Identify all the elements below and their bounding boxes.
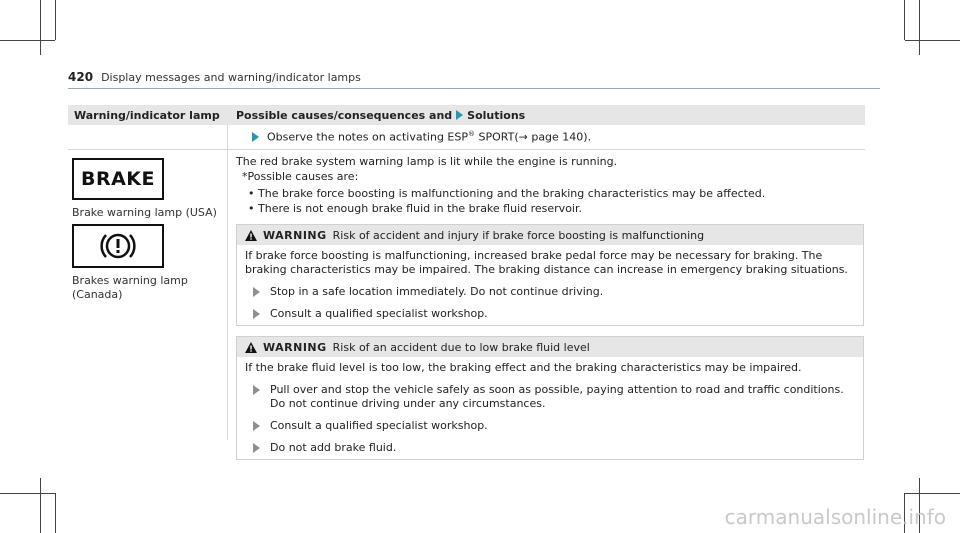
causes-cell [228, 150, 865, 454]
step-text: Observe the notes on activating ESP® SPORT(→ page 140). [267, 130, 592, 144]
warning-box [236, 224, 864, 326]
causes-label: *Possible causes are: [242, 170, 359, 183]
step-arrow-icon [253, 385, 260, 395]
solution-cell [228, 130, 865, 144]
brake-warning-icon: BRAKE [72, 158, 164, 200]
lamp-label-usa: Brake warning lamp (USA) [72, 206, 217, 219]
table-row [68, 150, 865, 454]
column-header-solutions-label: Solutions [467, 108, 526, 122]
column-header-causes: Possible causes/consequences and [236, 108, 453, 122]
warning-title: WARNING [263, 228, 327, 242]
table-row [68, 125, 865, 150]
step-arrow-icon [253, 309, 260, 319]
list-item: Stop in a safe location immediately. Do not continue driving. [245, 285, 855, 299]
warning-lamp-table [68, 105, 865, 454]
warning-box [236, 336, 864, 460]
solution-arrow-icon [456, 110, 463, 120]
warning-triangle-icon [245, 342, 257, 353]
warning-title: WARNING [263, 340, 327, 354]
warning-risk: Risk of accident and injury if brake force boosting is malfunctioning [332, 228, 705, 242]
list-item: • There is not enough brake fluid in the brake fluid reservoir. [248, 201, 865, 216]
crop-mark [0, 40, 55, 41]
causes-list [236, 186, 865, 216]
warning-body [237, 245, 863, 325]
warning-text: If the brake fluid level is too low, the braking effect and the braking characteristics may be impaired. [245, 361, 802, 374]
intro-text: The red brake system warning lamp is lit while the engine is running. [236, 155, 618, 168]
warning-triangle-icon [245, 230, 257, 241]
list-item: Consult a qualified specialist workshop. [245, 307, 855, 321]
list-item: Pull over and stop the vehicle safely as soon as possible, paying attention to road and traffic conditions. Do not continue driving under any circumstances. [245, 383, 855, 411]
step-arrow-icon [253, 421, 260, 431]
warning-body [237, 357, 863, 459]
step-arrow-icon [253, 443, 260, 453]
list-item: • The brake force boosting is malfunctioning and the braking characteristics may be affected. [248, 186, 865, 201]
watermark: carmanualsonline.info [724, 505, 946, 529]
crop-mark [919, 0, 920, 55]
crop-mark [40, 0, 41, 55]
crop-mark [55, 493, 56, 533]
column-header-lamp: Warning/indicator lamp [74, 108, 220, 122]
crop-mark [40, 478, 41, 533]
section-title: Display messages and warning/indicator lamps [101, 71, 361, 84]
crop-mark [0, 493, 55, 494]
step-arrow-icon [252, 132, 259, 142]
crop-mark [905, 40, 960, 41]
lamp-cell [68, 150, 228, 440]
list-item: Consult a qualified specialist workshop. [245, 419, 855, 433]
lamp-label-canada: Brakes warning lamp (Canada) [72, 274, 188, 301]
table-header [68, 105, 865, 125]
brake-circle-warning-icon [72, 224, 164, 268]
crop-mark [905, 493, 960, 494]
warning-header [237, 337, 863, 357]
page-number: 420 [68, 70, 94, 84]
crop-mark [55, 0, 56, 40]
warning-header [237, 225, 863, 245]
list-item: Do not add brake fluid. [245, 441, 855, 455]
column-header-solutions [228, 109, 865, 122]
step-arrow-icon [253, 287, 260, 297]
warning-text: If brake force boosting is malfunctioning, increased brake pedal force may be necessary for braking. The braking characteristics may be impaired. The braking distance can increase in emergency braking situations. [245, 249, 848, 276]
page-header [68, 70, 880, 89]
crop-mark [904, 0, 905, 40]
warning-risk: Risk of an accident due to low brake fluid level [332, 340, 590, 354]
lamp-cell-empty [68, 125, 228, 149]
